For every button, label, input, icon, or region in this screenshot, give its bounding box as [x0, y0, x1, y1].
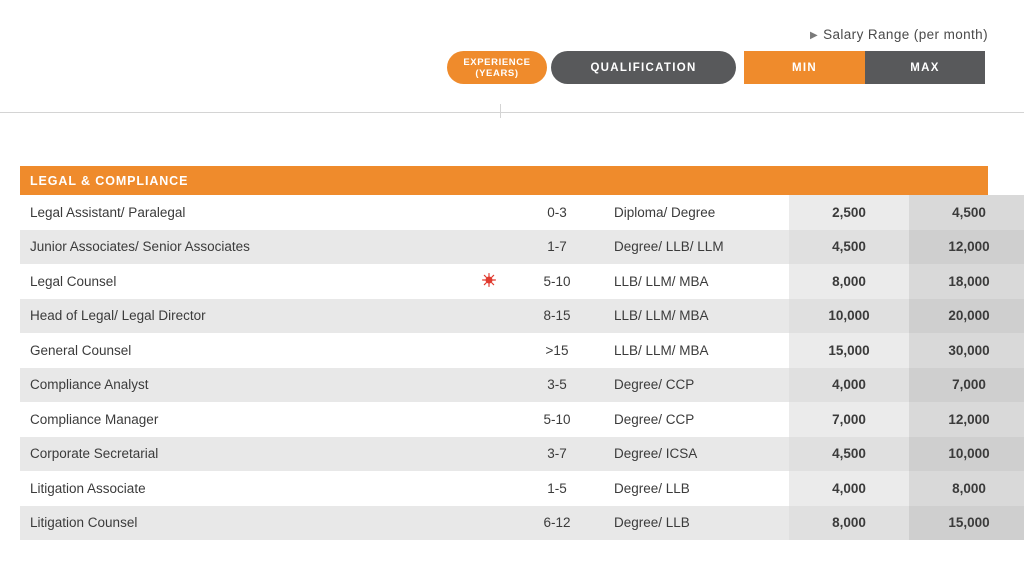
row-salary-min: 15,000	[789, 333, 909, 368]
row-salary-min: 2,500	[789, 195, 909, 230]
row-job-title: Legal Assistant/ Paralegal	[20, 195, 460, 230]
header-experience-line2: (YEARS)	[475, 67, 519, 79]
row-experience: 5-10	[518, 402, 596, 437]
row-salary-min: 4,500	[789, 230, 909, 265]
row-experience: 5-10	[518, 264, 596, 299]
header-experience	[447, 51, 547, 84]
header-qualification: QUALIFICATION	[551, 51, 736, 84]
row-icon-cell	[460, 264, 518, 299]
row-salary-min: 7,000	[789, 402, 909, 437]
row-salary-max: 18,000	[909, 264, 1024, 299]
row-experience: 6-12	[518, 506, 596, 541]
row-qualification: Degree/ LLB/ LLM	[596, 230, 789, 265]
row-qualification: Degree/ LLB	[596, 471, 789, 506]
table-row	[20, 506, 1024, 541]
row-experience: 0-3	[518, 195, 596, 230]
row-qualification: Degree/ CCP	[596, 368, 789, 403]
row-salary-min: 4,500	[789, 437, 909, 472]
header-divider-tick	[500, 104, 501, 118]
header-experience-line1: EXPERIENCE	[463, 56, 531, 68]
row-icon-cell	[460, 230, 518, 265]
row-salary-max: 7,000	[909, 368, 1024, 403]
column-header-pills	[447, 51, 985, 84]
row-salary-max: 30,000	[909, 333, 1024, 368]
row-salary-max: 8,000	[909, 471, 1024, 506]
row-experience: 1-5	[518, 471, 596, 506]
table-row	[20, 471, 1024, 506]
row-icon-cell	[460, 402, 518, 437]
row-qualification: LLB/ LLM/ MBA	[596, 333, 789, 368]
row-icon-cell	[460, 437, 518, 472]
salary-range-legend-label: Salary Range (per month)	[823, 27, 988, 42]
table-row	[20, 195, 1024, 230]
row-icon-cell	[460, 333, 518, 368]
row-job-title: General Counsel	[20, 333, 460, 368]
table-row	[20, 437, 1024, 472]
table-row	[20, 299, 1024, 334]
row-salary-min: 4,000	[789, 368, 909, 403]
salary-range-legend	[810, 27, 988, 42]
row-qualification: Degree/ LLB	[596, 506, 789, 541]
row-experience: 1-7	[518, 230, 596, 265]
row-job-title: Litigation Counsel	[20, 506, 460, 541]
header-salary-min: MIN	[744, 51, 865, 84]
row-job-title: Head of Legal/ Legal Director	[20, 299, 460, 334]
row-job-title: Junior Associates/ Senior Associates	[20, 230, 460, 265]
row-qualification: LLB/ LLM/ MBA	[596, 299, 789, 334]
salary-table	[20, 166, 988, 540]
virus-icon	[482, 273, 496, 287]
play-arrow-icon: ▶	[809, 30, 819, 41]
table-row	[20, 333, 1024, 368]
row-salary-max: 4,500	[909, 195, 1024, 230]
row-salary-max: 10,000	[909, 437, 1024, 472]
table-row	[20, 368, 1024, 403]
row-qualification: Degree/ CCP	[596, 402, 789, 437]
row-experience: 3-7	[518, 437, 596, 472]
row-salary-max: 20,000	[909, 299, 1024, 334]
row-qualification: LLB/ LLM/ MBA	[596, 264, 789, 299]
row-salary-min: 8,000	[789, 264, 909, 299]
table-row	[20, 264, 1024, 299]
row-salary-min: 4,000	[789, 471, 909, 506]
row-qualification: Degree/ ICSA	[596, 437, 789, 472]
row-experience: 8-15	[518, 299, 596, 334]
row-experience: 3-5	[518, 368, 596, 403]
row-experience: >15	[518, 333, 596, 368]
row-salary-min: 8,000	[789, 506, 909, 541]
row-qualification: Diploma/ Degree	[596, 195, 789, 230]
row-job-title: Corporate Secretarial	[20, 437, 460, 472]
row-job-title: Legal Counsel	[20, 264, 460, 299]
salary-rows-table	[20, 195, 1024, 540]
row-icon-cell	[460, 471, 518, 506]
row-salary-max: 12,000	[909, 402, 1024, 437]
row-job-title: Litigation Associate	[20, 471, 460, 506]
header-salary-max: MAX	[865, 51, 985, 84]
table-row	[20, 230, 1024, 265]
row-salary-min: 10,000	[789, 299, 909, 334]
row-salary-max: 15,000	[909, 506, 1024, 541]
row-salary-max: 12,000	[909, 230, 1024, 265]
table-row	[20, 402, 1024, 437]
row-icon-cell	[460, 195, 518, 230]
row-icon-cell	[460, 368, 518, 403]
page-header	[0, 0, 1024, 113]
row-icon-cell	[460, 506, 518, 541]
section-header-legal-compliance: LEGAL & COMPLIANCE	[20, 166, 988, 195]
row-job-title: Compliance Manager	[20, 402, 460, 437]
row-icon-cell	[460, 299, 518, 334]
row-job-title: Compliance Analyst	[20, 368, 460, 403]
